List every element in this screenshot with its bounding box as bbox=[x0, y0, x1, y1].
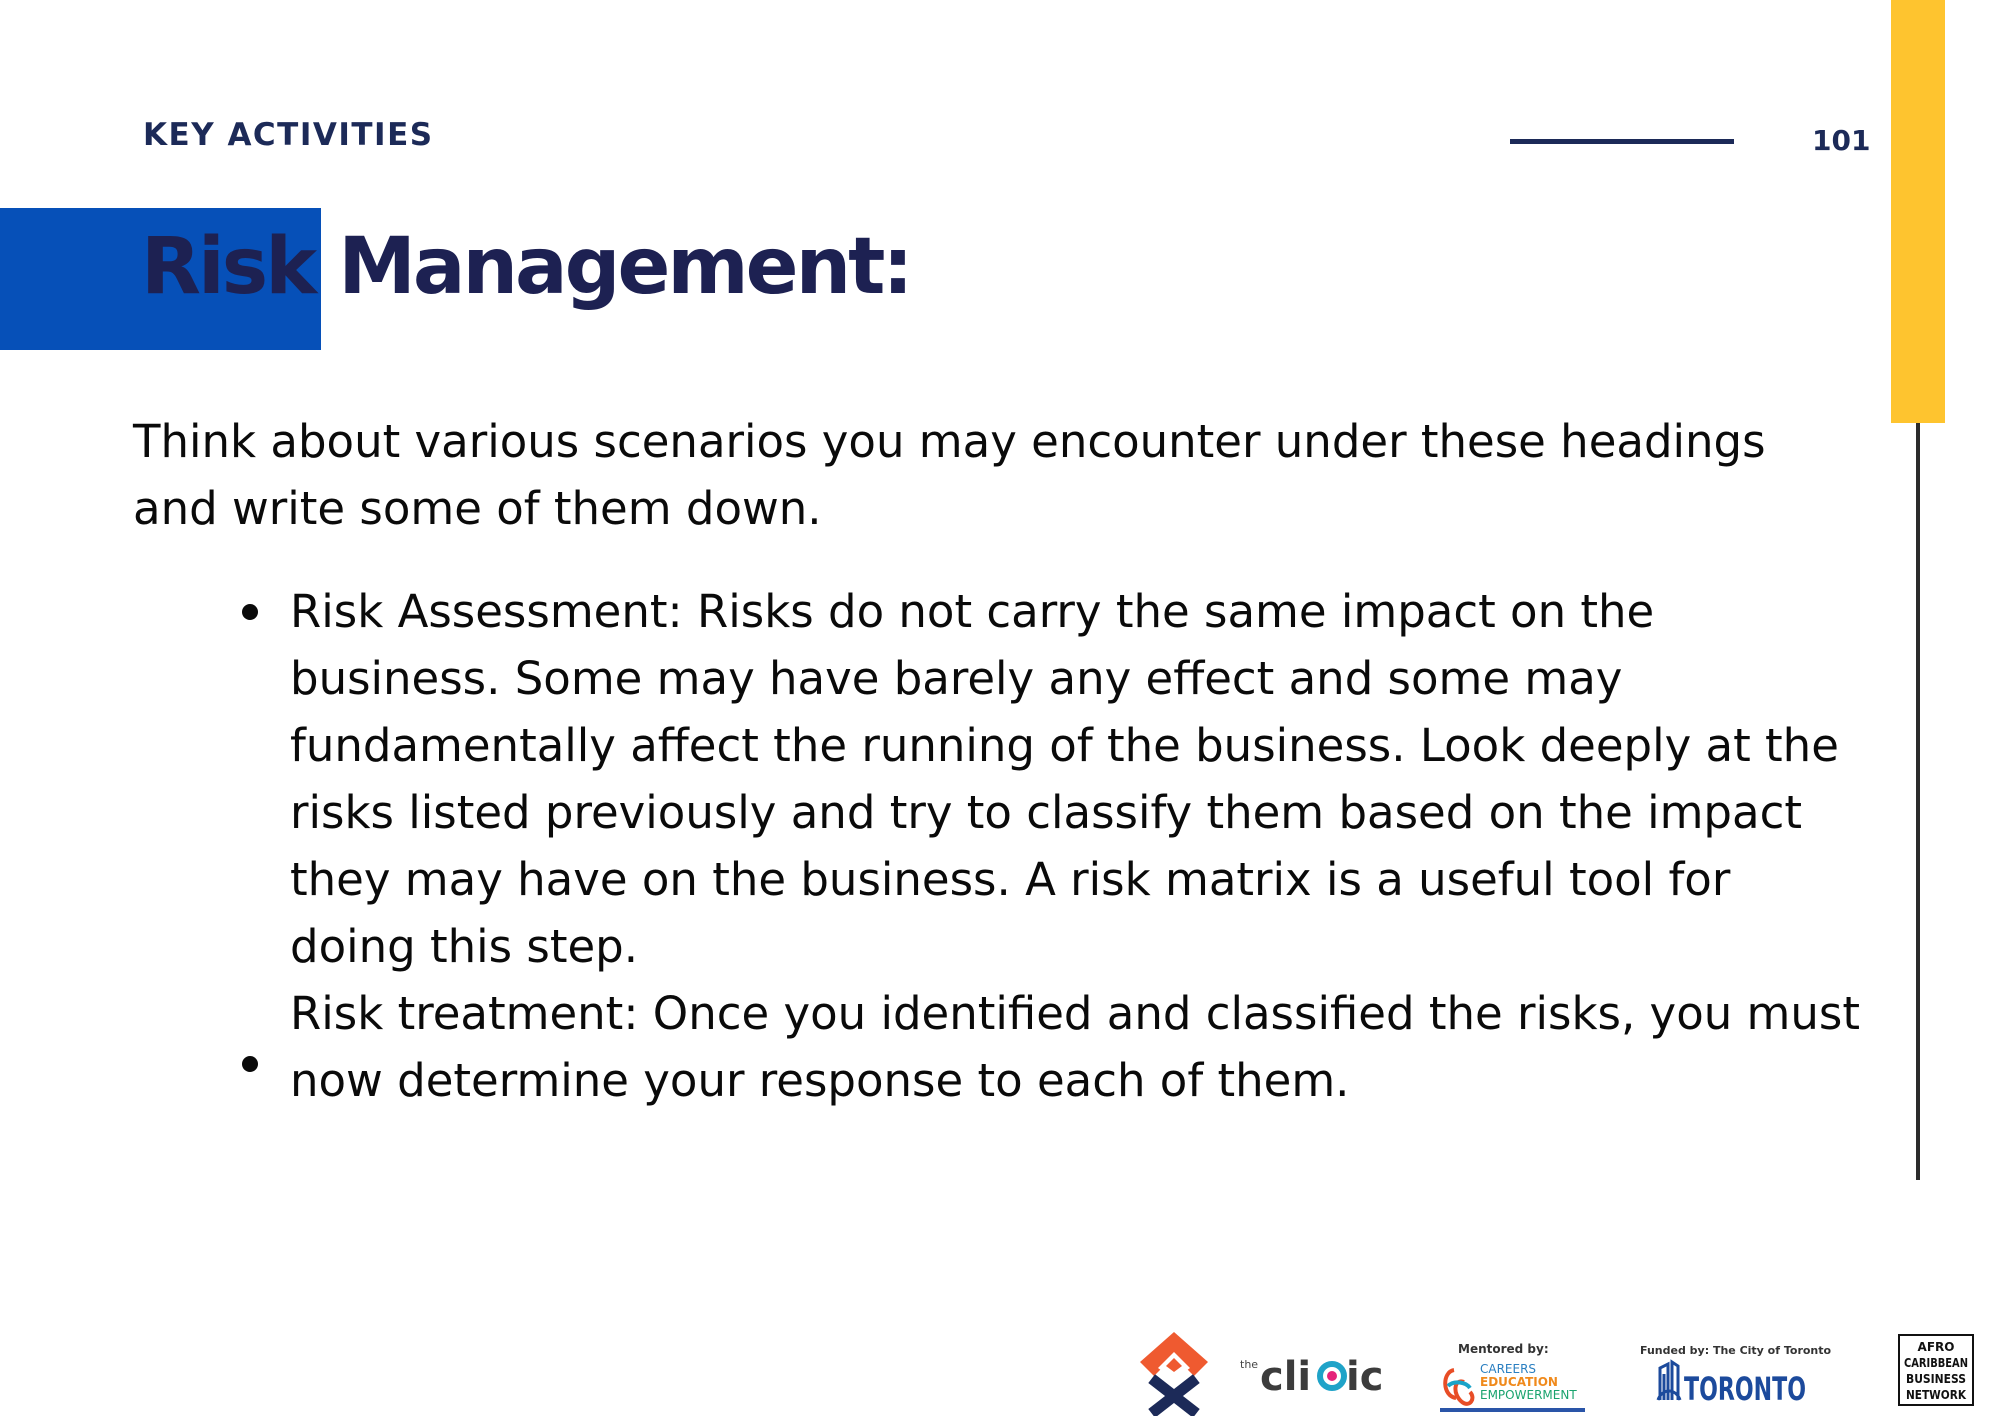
svg-text:AFRO: AFRO bbox=[1917, 1340, 1955, 1354]
intro-paragraph: Think about various scenarios you may encounter under these headings and write some of them down. bbox=[133, 415, 1766, 535]
svg-text:EDUCATION: EDUCATION bbox=[1480, 1375, 1558, 1389]
cee-logo bbox=[1440, 1342, 1590, 1414]
ex-logo bbox=[1136, 1330, 1212, 1412]
cee-caption: Mentored by: bbox=[1458, 1342, 1549, 1356]
yellow-accent-bar bbox=[1891, 0, 1945, 423]
svg-text:EMPOWERMENT: EMPOWERMENT bbox=[1480, 1388, 1577, 1402]
toronto-logo bbox=[1640, 1344, 1832, 1408]
svg-text:the: the bbox=[1240, 1358, 1259, 1371]
svg-text:CARIBBEAN: CARIBBEAN bbox=[1904, 1356, 1968, 1370]
svg-text:cli: cli bbox=[1260, 1354, 1312, 1400]
bullet-list bbox=[240, 578, 1860, 1114]
toronto-caption: Funded by: The City of Toronto bbox=[1640, 1344, 1832, 1357]
list-item-risk-assessment bbox=[240, 578, 1860, 980]
bullet-dot bbox=[242, 604, 258, 620]
svg-text:CAREERS: CAREERS bbox=[1480, 1362, 1537, 1376]
clinic-logo bbox=[1240, 1346, 1390, 1400]
svg-text:TORONTO: TORONTO bbox=[1684, 1370, 1806, 1408]
list-item-text: Risk Assessment: Risks do not carry the same impact on the business. Some may have barely any effect and some may fundamentally affect the running of the business. Look deeply at the risks listed previously and try to classify them based on the impact they may have on the business. A risk matrix is a useful tool for doing this step. bbox=[290, 585, 1839, 973]
svg-text:ic: ic bbox=[1346, 1354, 1384, 1400]
list-item-text: Risk treatment: Once you identified and classified the risks, you must now determine your response to each of them. bbox=[290, 987, 1860, 1107]
acbn-logo bbox=[1898, 1334, 1974, 1406]
page-number: 101 bbox=[1812, 124, 1871, 157]
svg-text:NETWORK: NETWORK bbox=[1906, 1388, 1967, 1402]
list-item-risk-treatment bbox=[240, 980, 1860, 1114]
header-divider bbox=[1510, 139, 1734, 144]
section-label: KEY ACTIVITIES bbox=[143, 117, 434, 153]
page-title: Risk Management: bbox=[141, 222, 911, 312]
svg-text:BUSINESS: BUSINESS bbox=[1906, 1372, 1966, 1386]
bullet-dot bbox=[242, 1056, 258, 1072]
vertical-divider bbox=[1916, 423, 1920, 1180]
